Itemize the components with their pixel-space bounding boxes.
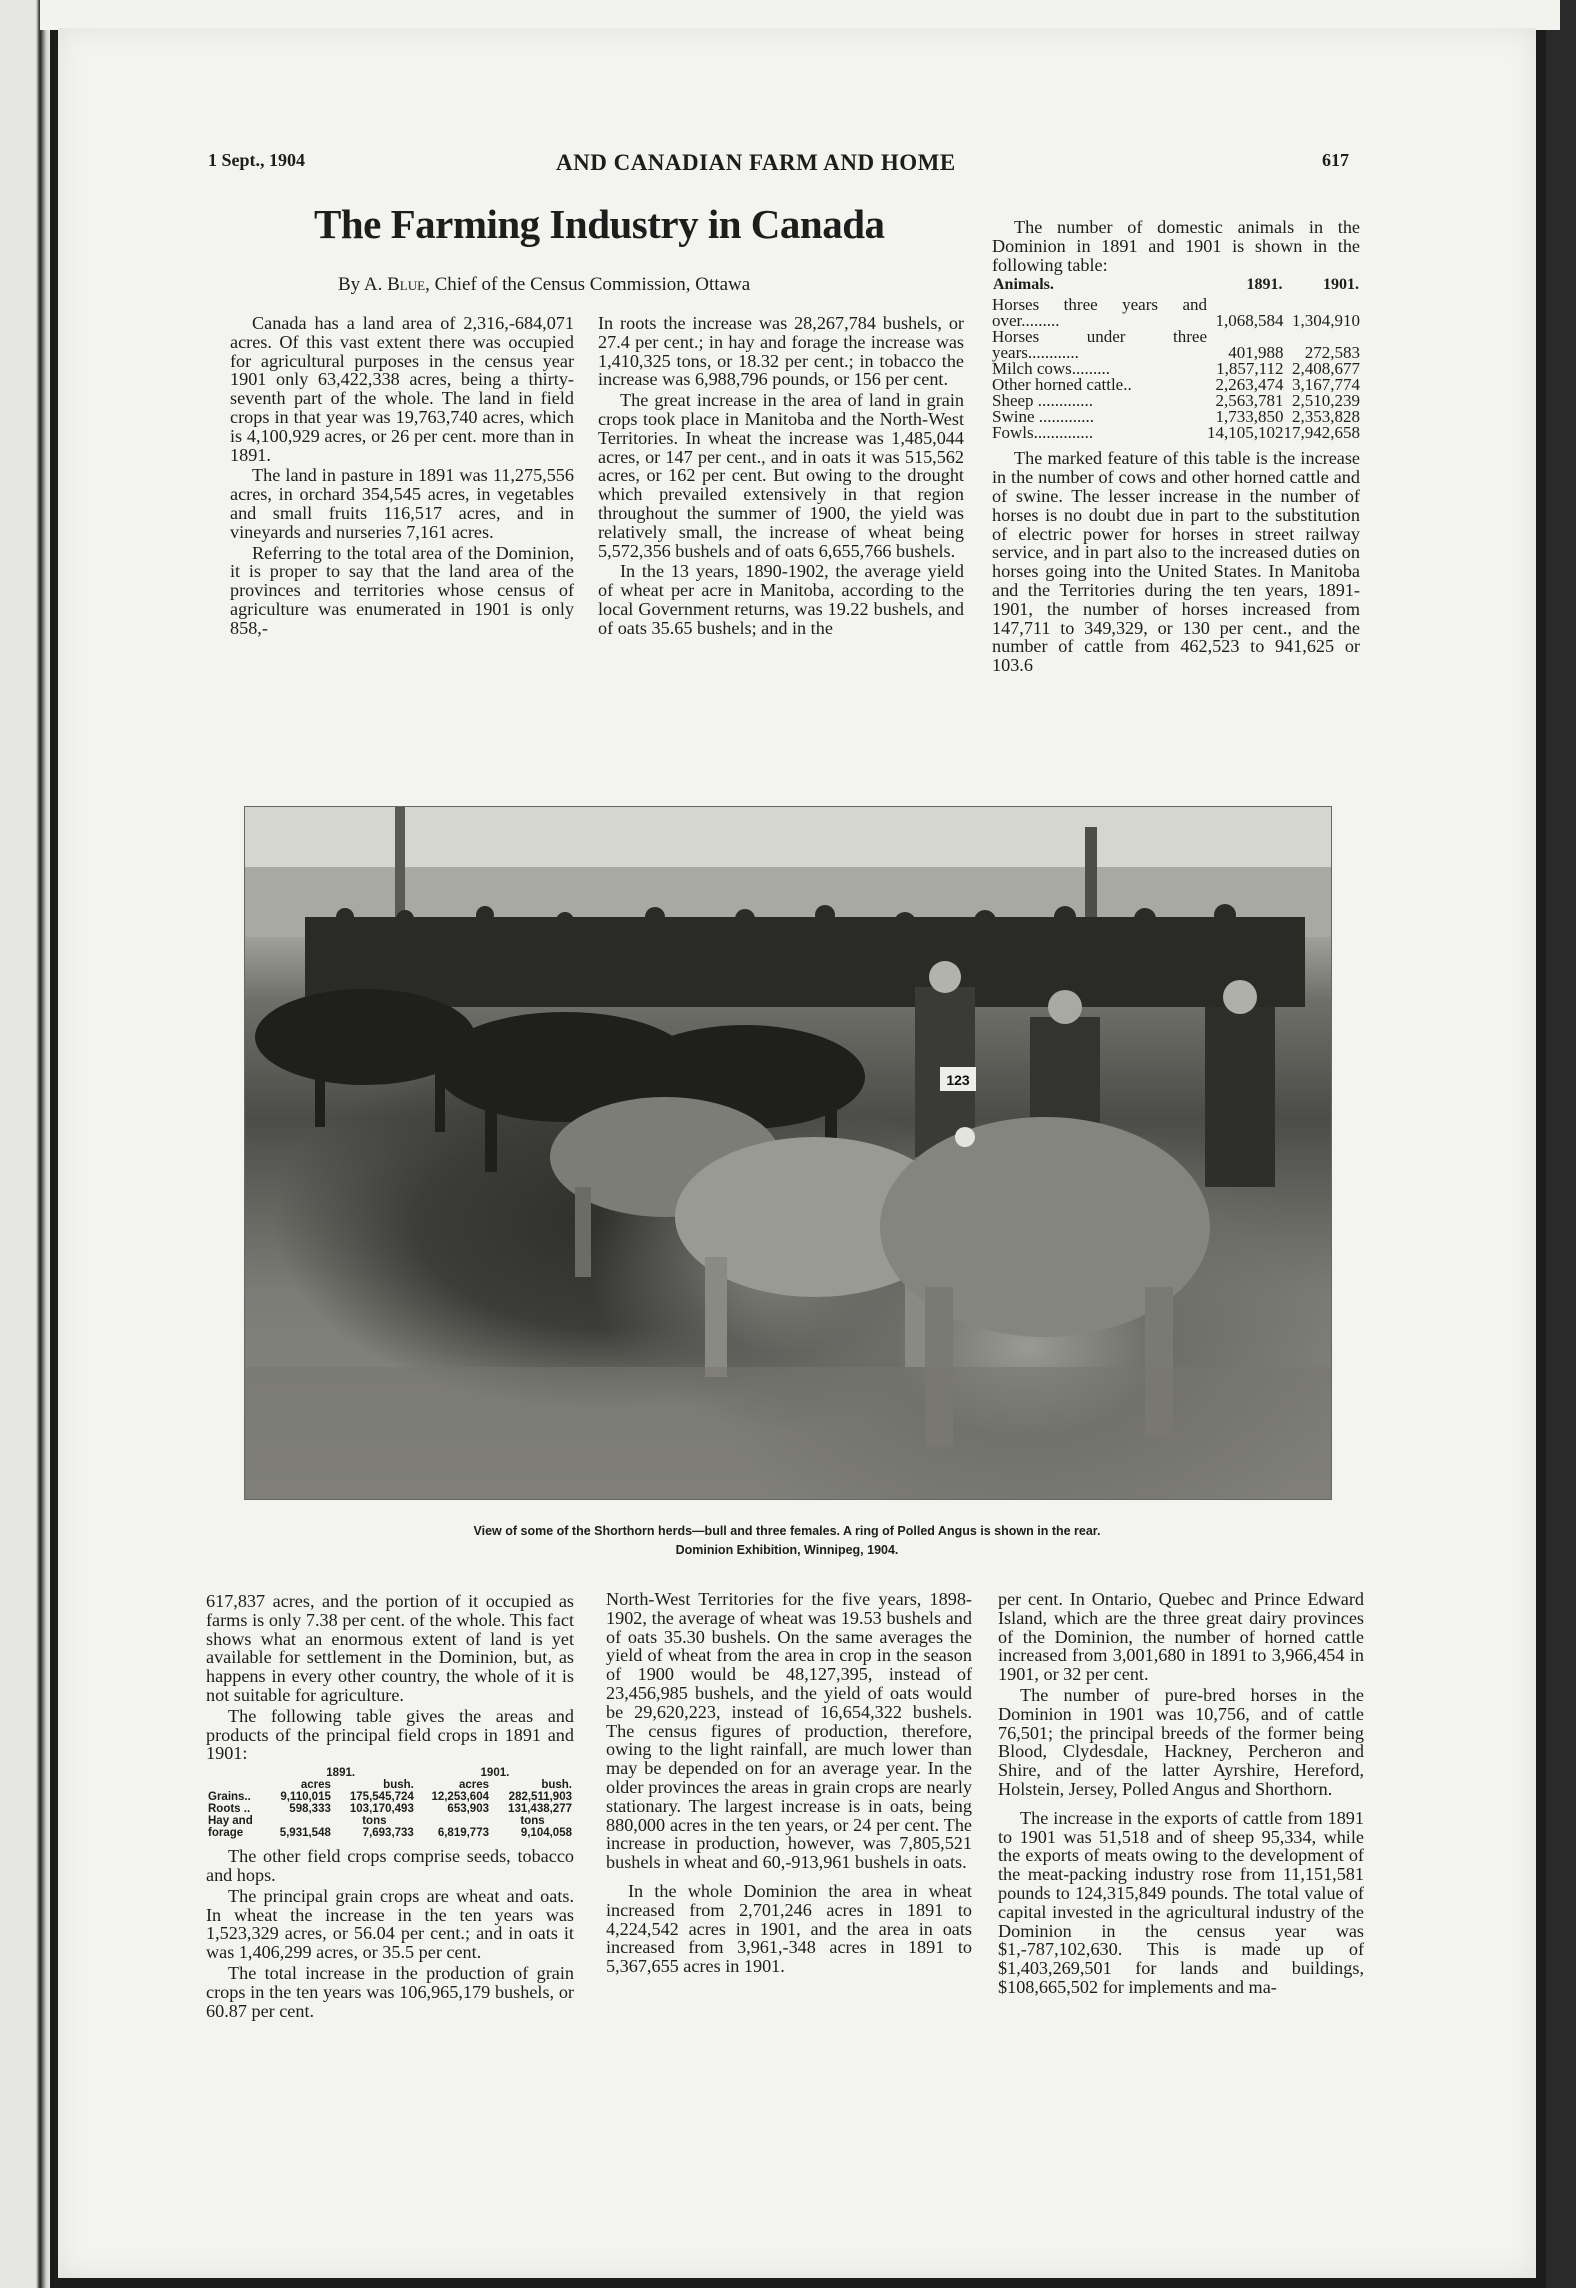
row-label: Sheep ............. [992,391,1094,411]
table-header-row [206,1767,574,1779]
paragraph: Canada has a land area of 2,316,-684,071 acres. Of this vast extent there was occupied for agricultural purposes in the census year 1901 only 63,422,338 acres, being a thirty-seventh part of the whole. The land in field crops in that year was 19,763,740 acres, which is 4,100,929 acres, or 26 per cent. more than in 1891. [230,313,574,465]
paragraph: The total increase in the production of grain crops in the ten years was 106,965,179 bushels, or 60.87 per cent. [206,1962,574,2021]
paragraph: The principal grain crops are wheat and oats. In wheat the increase in the ten years was 1,523,329 acres, or 56.04 per cent.; and in oats it was 1,406,299 acres, or 35.5 per cent. [206,1885,574,1963]
table-row [992,297,1360,329]
exhibit-tag-number: 123 [946,1072,970,1088]
value-1891: 1,068,584 [1215,311,1284,331]
cell: 5,931,548 [279,1827,331,1840]
cell: 7,693,733 [362,1827,414,1840]
column-3-bottom [998,1590,1364,1997]
unit-header: bush. [383,1779,414,1792]
paragraph: per cent. In Ontario, Quebec and Prince Edward Island, which are the three great dairy provinces of the Dominion, the number of horned cattle increased from 3,001,680 in 1891 to 3,966,454 in 1901, or 32 per cent. [998,1589,1364,1685]
column-header: 1891. [1246,276,1283,294]
value-1891: 401,988 [1228,343,1284,363]
caption-line-1: View of some of the Shorthorn herds—bull and three females. A ring of Polled Angus is shown in the rear. [473,1524,1101,1538]
table-row [206,1815,574,1827]
paragraph: The other field crops comprise seeds, tobacco and hops. [206,1846,574,1885]
unit-header: acres [458,1779,489,1792]
column-2-bottom [606,1590,972,1976]
cell: 103,170,493 [349,1803,414,1816]
byline [338,274,750,296]
paragraph: The marked feature of this table is the increase in the number of cows and other horned cattle and of swine. The lesser increase in the number of horses is no doubt due in part to the substitution of electric power for horses in street railway service, and in part also to the increased duties on horses going into the United States. In Manitoba and the Territories during the ten years, 1891-1901, the number of horses increased from 147,711 to 349,329, or 130 per cent., and the number of cattle from 462,523 to 941,625 or 103.6 [992,448,1360,676]
row-label: Hay and [208,1815,253,1828]
cell: 598,333 [289,1803,331,1816]
value-1891: 2,563,781 [1215,391,1284,411]
year-header: 1901. [480,1767,510,1780]
unit-header: tons [362,1815,387,1828]
table-row [206,1791,574,1803]
unit-header: tons [520,1815,545,1828]
row-label: forage [208,1827,244,1840]
table-row [992,425,1360,441]
table-row [992,329,1360,361]
crowd [305,904,1305,1007]
row-label: Grains.. [208,1791,251,1804]
byline-prefix: By A. [338,274,388,295]
paragraph: In roots the increase was 28,267,784 bushels, or 27.4 per cent.; in hay and forage the increase was 1,410,325 tons, or 18.32 per cent.; in tobacco the increase was 6,988,796 pounds, or 156 per cent. [598,313,964,390]
column-2-top [598,314,964,638]
photo-illustration [245,807,1331,1499]
value-1891: 14,105,102 [1207,423,1284,443]
value-1891: 2,263,474 [1215,375,1284,395]
value-1901: 272,583 [1304,343,1360,363]
running-head-journal: AND CANADIAN FARM AND HOME [556,150,956,175]
scan-top-strip [40,0,1560,30]
value-1891: 1,857,112 [1216,359,1284,379]
paragraph: The great increase in the area of land in grain crops took place in Manitoba and the North-West Territories. In wheat the increase was 1,485,044 acres, or 147 per cent., and in oats it was 515,562 acres, or 162 per cent. But owing to the drought which prevailed extensively in that region throughout the summer of 1900, the yield was relatively small, the increase of wheat being 5,572,356 bushels and of oats 6,655,766 bushels. [598,390,964,561]
value-1901: 2,408,677 [1292,359,1360,379]
article-title: The Farming Industry in Canada [314,201,885,247]
column-3-top [992,218,1360,675]
cell: 6,819,773 [437,1827,489,1840]
table-row [206,1803,574,1815]
value-1901: 2,510,239 [1292,391,1360,411]
column-1-top [230,314,574,638]
byline-suffix: , Chief of the Census Commission, Ottawa [425,274,751,295]
column-1-bottom [206,1592,574,2020]
paragraph: The number of pure-bred horses in the Dominion in 1901 was 10,756, and of cattle 76,501; the principal breeds of the former being Blood, Clydesdale, Hackney, Percheron and Shire, and of the latter Ayrshire, Hereford, Holstein, Jersey, Polled Angus and Shorthorn. [998,1684,1364,1799]
row-label: Other horned cattle.. [992,375,1132,395]
paragraph: In the 13 years, 1890-1902, the average yield of wheat per acre in Manitoba, according to the local Government returns, was 19.22 bushels, and of oats 35.65 bushels; and in the [598,561,964,638]
row-label: Milch cows......... [992,359,1111,379]
unit-header: acres [300,1779,331,1792]
paragraph: Referring to the total area of the Dominion, it is proper to say that the land area of the provinces and territories whose census of agriculture was enumerated in 1901 is only 858,- [230,542,574,638]
adjacent-page-edge [0,0,50,2288]
paragraph: The increase in the exports of cattle from 1891 to 1901 was 51,518 and of sheep 95,334, while the exports of meats owing to the development of the meat-packing industry rose from 11,151,581 pounds to 124,315,849 pounds. The total value of capital invested in the agricultural industry of the Dominion in the census year was $1,-787,102,630. This is made up of $1,403,269,501 for lands and buildings, $108,665,502 for implements and ma- [998,1807,1364,1997]
value-1901: 3,167,774 [1292,375,1360,395]
cell: 653,903 [447,1803,489,1816]
table-header-row [992,276,1360,297]
paragraph: The following table gives the areas and products of the principal field crops in 1891 and 1901: [206,1705,574,1764]
animals-table [992,276,1360,441]
cell: 9,110,015 [280,1791,331,1804]
paragraph: In the whole Dominion the area in wheat increased from 2,701,246 acres in 1891 to 4,224,542 acres in 1901, and the area in oats increased from 3,961,-348 acres in 1891 to 5,367,655 acres in 1901. [606,1880,972,1977]
paragraph: The land in pasture in 1891 was 11,275,556 acres, in orchard 354,545 acres, in vegetables and small fruits 116,517 acres, and in vineyards and nurseries 7,161 acres. [230,465,574,542]
author-name: Blue [387,274,426,295]
cell: 12,253,604 [431,1791,489,1804]
scan-border [1546,0,1576,2288]
value-1901: 2,353,828 [1292,407,1360,427]
cell: 131,438,277 [508,1803,572,1816]
row-label: Horses three years and over......... [992,295,1207,331]
cell: 175,545,724 [349,1791,414,1804]
field-crops-table [206,1767,574,1839]
unit-header: bush. [541,1779,572,1792]
cell: 9,104,058 [520,1827,572,1840]
page-number: 617 [1322,150,1349,170]
row-label: Fowls.............. [992,423,1094,443]
row-label: Swine ............. [992,407,1094,427]
column-header: 1901. [1323,276,1359,294]
column-header: Animals. [993,276,1054,294]
paragraph: The number of domestic animals in the Dominion in 1891 and 1901 is shown in the following table: [992,217,1360,275]
caption-line-2: Dominion Exhibition, Winnipeg, 1904. [675,1543,899,1557]
value-1901: 17,942,658 [1283,423,1360,443]
table-units-row [206,1779,574,1791]
paragraph: 617,837 acres, and the portion of it occupied as farms is only 7.38 per cent. of the whole. This fact shows what an enormous extent of land is yet available for settlement in the Dominion, but, as happens in every other country, the whole of it is not suitable for agriculture. [206,1591,574,1705]
ground [245,1367,1331,1499]
value-1901: 1,304,910 [1292,311,1360,331]
row-label: Roots .. [208,1803,251,1816]
paragraph: North-West Territories for the five years, 1898-1902, the average of wheat was 19.53 bushels and of oats 35.30 bushels. On the same averages the yield of wheat from the area in crop in the season of 1900 would be 48,127,395, instead of 23,456,985 bushels, and the yield of oats would be 29,620,223, instead of 16,654,322 bushels. The census figures of production, therefore, owing to the light rainfall, are much lower than may be depended on for an average year. In the older provinces the areas in grain crops are nearly stationary. The largest increase is in oats, being 880,000 acres in the ten years, or 24 per cent. The increase in production, however, was 7,805,521 bushels in wheat and 60,-913,961 bushels in oats. [606,1589,972,1873]
photo-caption [244,1522,1330,1560]
cell: 282,511,903 [508,1791,572,1804]
row-label: Horses under three years............ [992,327,1207,363]
value-1891: 1,733,850 [1215,407,1284,427]
year-header: 1891. [326,1767,356,1780]
running-head-date: 1 Sept., 1904 [208,150,306,170]
shorthorn-herd-photo [244,806,1332,1500]
table-row [206,1827,574,1839]
